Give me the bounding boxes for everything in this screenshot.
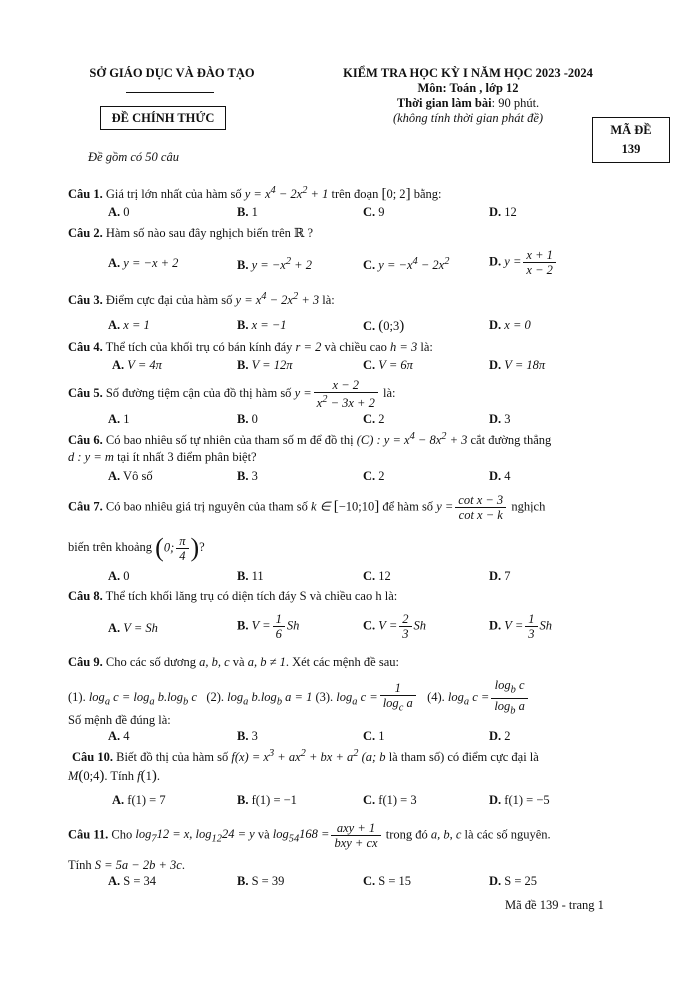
q3-option-b[interactable]: B. x = −1 <box>237 318 287 332</box>
q-label: Câu 4. <box>68 340 103 354</box>
time-label: Thời gian làm bài <box>396 96 492 110</box>
q9-sub: Số mệnh đề đúng là: <box>68 713 171 727</box>
q9-option-a[interactable]: A. 4 <box>108 729 130 743</box>
q1-option-a[interactable]: A. 0 <box>108 205 130 219</box>
q8-option-a[interactable]: A. V = Sh <box>108 621 158 635</box>
q9-statements: (1). $\log_a c = \log_a b.\log_b$ c (2). $\log_a b.\log_b$ a = 1 (3). $\log_a c$ = $\frac{1}{\log_c a}$ (4). $\log_a c$ = $\frac{\log_b c}{\log_b a}$ <box>68 678 530 718</box>
q6-option-a[interactable]: A. Vô số <box>108 469 153 483</box>
exam-code-box <box>592 117 670 163</box>
q1-option-d[interactable]: D. 12 <box>489 205 517 219</box>
q-label: Câu 7. <box>68 499 103 514</box>
q2-option-b[interactable]: B. $y = -x^2 + 2$ <box>237 256 312 273</box>
q4-option-d[interactable]: D. V = 18π <box>489 358 546 372</box>
question-8 <box>68 589 397 604</box>
q-label: Câu 10. <box>72 750 113 765</box>
official-box: ĐỀ CHÍNH THỨC <box>100 106 226 130</box>
q3-option-a[interactable]: A. x = 1 <box>108 318 150 332</box>
q7-option-b[interactable]: B. 11 <box>237 569 264 583</box>
q3-option-c[interactable]: C. (0;3) <box>363 318 405 334</box>
exam-title: KIỂM TRA HỌC KỲ I NĂM HỌC 2023 -2024 <box>343 66 593 80</box>
department: SỞ GIÁO DỤC VÀ ĐÀO TẠO <box>89 66 255 80</box>
question-4: Câu 4. Thể tích của khối trụ có bán kính đáy r = 2 và chiều cao h = 3 là: <box>68 340 433 354</box>
q1-option-b[interactable]: B. 1 <box>237 205 258 219</box>
question-11: Câu 11. Cho $\log_712 = x$, $\log_{12}24 = y$ và $\log_{54}168$ = $\frac{\text{axy + 1}}{\text{bxy + cx}}$ trong đó a, b, c là các số nguyên. <box>68 821 551 850</box>
q-label: Câu 6. <box>68 433 103 448</box>
question-6: Câu 6. Có bao nhiêu số tự nhiên của tham số m để đồ thị (C) : $y = x^4 - 8x^2 + 3$ cắt đường thẳng <box>68 431 552 448</box>
q-label: Câu 2. <box>68 226 103 240</box>
q-label: Câu 11. <box>68 827 109 842</box>
q10-option-d[interactable]: D. f(1) = −5 <box>489 793 550 807</box>
question-10: Câu 10. Biết đồ thị của hàm số $f(x) = x^3 + ax^2$ + bx + $a^2$ (a; b là tham số) có điểm cực đại là <box>72 748 539 765</box>
q8-option-c[interactable]: C. V = $\frac{2}{3}$ Sh <box>363 612 427 641</box>
question-count: Đề gồm có 50 câu <box>88 150 179 164</box>
q8-option-d[interactable]: D. V = $\frac{1}{3}$ Sh <box>489 612 553 641</box>
q6-option-b[interactable]: B. 3 <box>237 469 258 483</box>
q2-option-c[interactable]: C. $y = -x^4 - 2x^2$ <box>363 256 450 273</box>
subject: Môn: Toán , lớp 12 <box>417 81 519 95</box>
q9-option-b[interactable]: B. 3 <box>237 729 258 743</box>
q11-option-a[interactable]: A. S = 34 <box>108 874 157 888</box>
q2-option-a[interactable]: A. y = −x + 2 <box>108 256 179 270</box>
q8-option-b[interactable]: B. V = $\frac{1}{6}$ Sh <box>237 612 300 641</box>
question-7: Câu 7. Có bao nhiêu giá trị nguyên của tham số k ∈ [−10;10] để hàm số y = $\frac{\text{cot x − 3}}{\text{cot x − k}}$ nghịch <box>68 493 546 522</box>
q10-option-b[interactable]: B. f(1) = −1 <box>237 793 297 807</box>
q7-option-c[interactable]: C. 12 <box>363 569 391 583</box>
question-1: Câu 1. Giá trị lớn nhất của hàm số $y = x^4 - 2x^2 + 1$ trên đoạn [0; 2] bằng: <box>68 185 442 203</box>
time-line <box>318 96 618 111</box>
q3-option-d[interactable]: D. x = 0 <box>489 318 531 332</box>
question-7-cont: biến trên khoảng (0; $\frac{\pi}{4}$ )? <box>68 533 205 563</box>
question-5: Câu 5. Số đường tiệm cận của đồ thị hàm số y = $\frac{x - 2}{x^2 - 3x + 2}$ là: <box>68 378 396 411</box>
q-text: Thể tích khối lăng trụ có diện tích đáy S và chiều cao h là: <box>105 589 398 603</box>
q10-option-c[interactable]: C. f(1) = 3 <box>363 793 417 807</box>
q6-option-c[interactable]: C. 2 <box>363 469 385 483</box>
q4-option-c[interactable]: C. V = 6π <box>363 358 413 372</box>
question-11-cont: Tính S = 5a − 2b + 3c. <box>68 858 185 872</box>
question-9: Câu 9. Cho các số dương a, b, c và a, b ≠ 1. Xét các mệnh đề sau: <box>68 655 399 669</box>
q1-option-c[interactable]: C. 9 <box>363 205 385 219</box>
q-label: Câu 1. <box>68 187 103 202</box>
q-label: Câu 5. <box>68 385 103 400</box>
q11-option-b[interactable]: B. S = 39 <box>237 874 285 888</box>
question-3: Câu 3. Điểm cực đại của hàm số $y = x^4 - 2x^2 + 3$ là: <box>68 291 335 308</box>
q7-option-a[interactable]: A. 0 <box>108 569 130 583</box>
q4-option-a[interactable]: A. V = 4π <box>112 358 162 372</box>
q2-option-d[interactable]: D. y = $\frac{x + 1}{x - 2}$ <box>489 248 558 277</box>
page-footer: Mã đề 139 - trang 1 <box>505 898 604 912</box>
header-rule <box>126 92 214 93</box>
q7-option-d[interactable]: D. 7 <box>489 569 511 583</box>
q5-option-a[interactable]: A. 1 <box>108 412 130 426</box>
q11-option-c[interactable]: C. S = 15 <box>363 874 412 888</box>
q6-option-d[interactable]: D. 4 <box>489 469 511 483</box>
time-note: (không tính thời gian phát đề) <box>392 111 544 125</box>
time-value: : 90 phút. <box>491 96 540 110</box>
code-value: 139 <box>621 142 641 156</box>
q10-option-a[interactable]: A. f(1) = 7 <box>112 793 166 807</box>
question-10-cont: M(0;4). Tính f(1). <box>68 768 161 784</box>
q-label: Câu 8. <box>68 589 103 603</box>
q5-option-c[interactable]: C. 2 <box>363 412 385 426</box>
question-2: Câu 2. Hàm số nào sau đây nghịch biến trên ℝ ? <box>68 226 314 240</box>
exam-header <box>318 66 618 126</box>
q-label: Câu 3. <box>68 293 103 308</box>
q5-option-d[interactable]: D. 3 <box>489 412 511 426</box>
q11-option-d[interactable]: D. S = 25 <box>489 874 538 888</box>
q9-option-d[interactable]: D. 2 <box>489 729 511 743</box>
question-6-cont: d : y = m tại ít nhất 3 điểm phân biệt? <box>68 450 257 464</box>
code-label: MÃ ĐỀ <box>610 123 652 137</box>
q-label: Câu 9. <box>68 655 103 669</box>
q4-option-b[interactable]: B. V = 12π <box>237 358 293 372</box>
q5-option-b[interactable]: B. 0 <box>237 412 258 426</box>
q9-option-c[interactable]: C. 1 <box>363 729 385 743</box>
